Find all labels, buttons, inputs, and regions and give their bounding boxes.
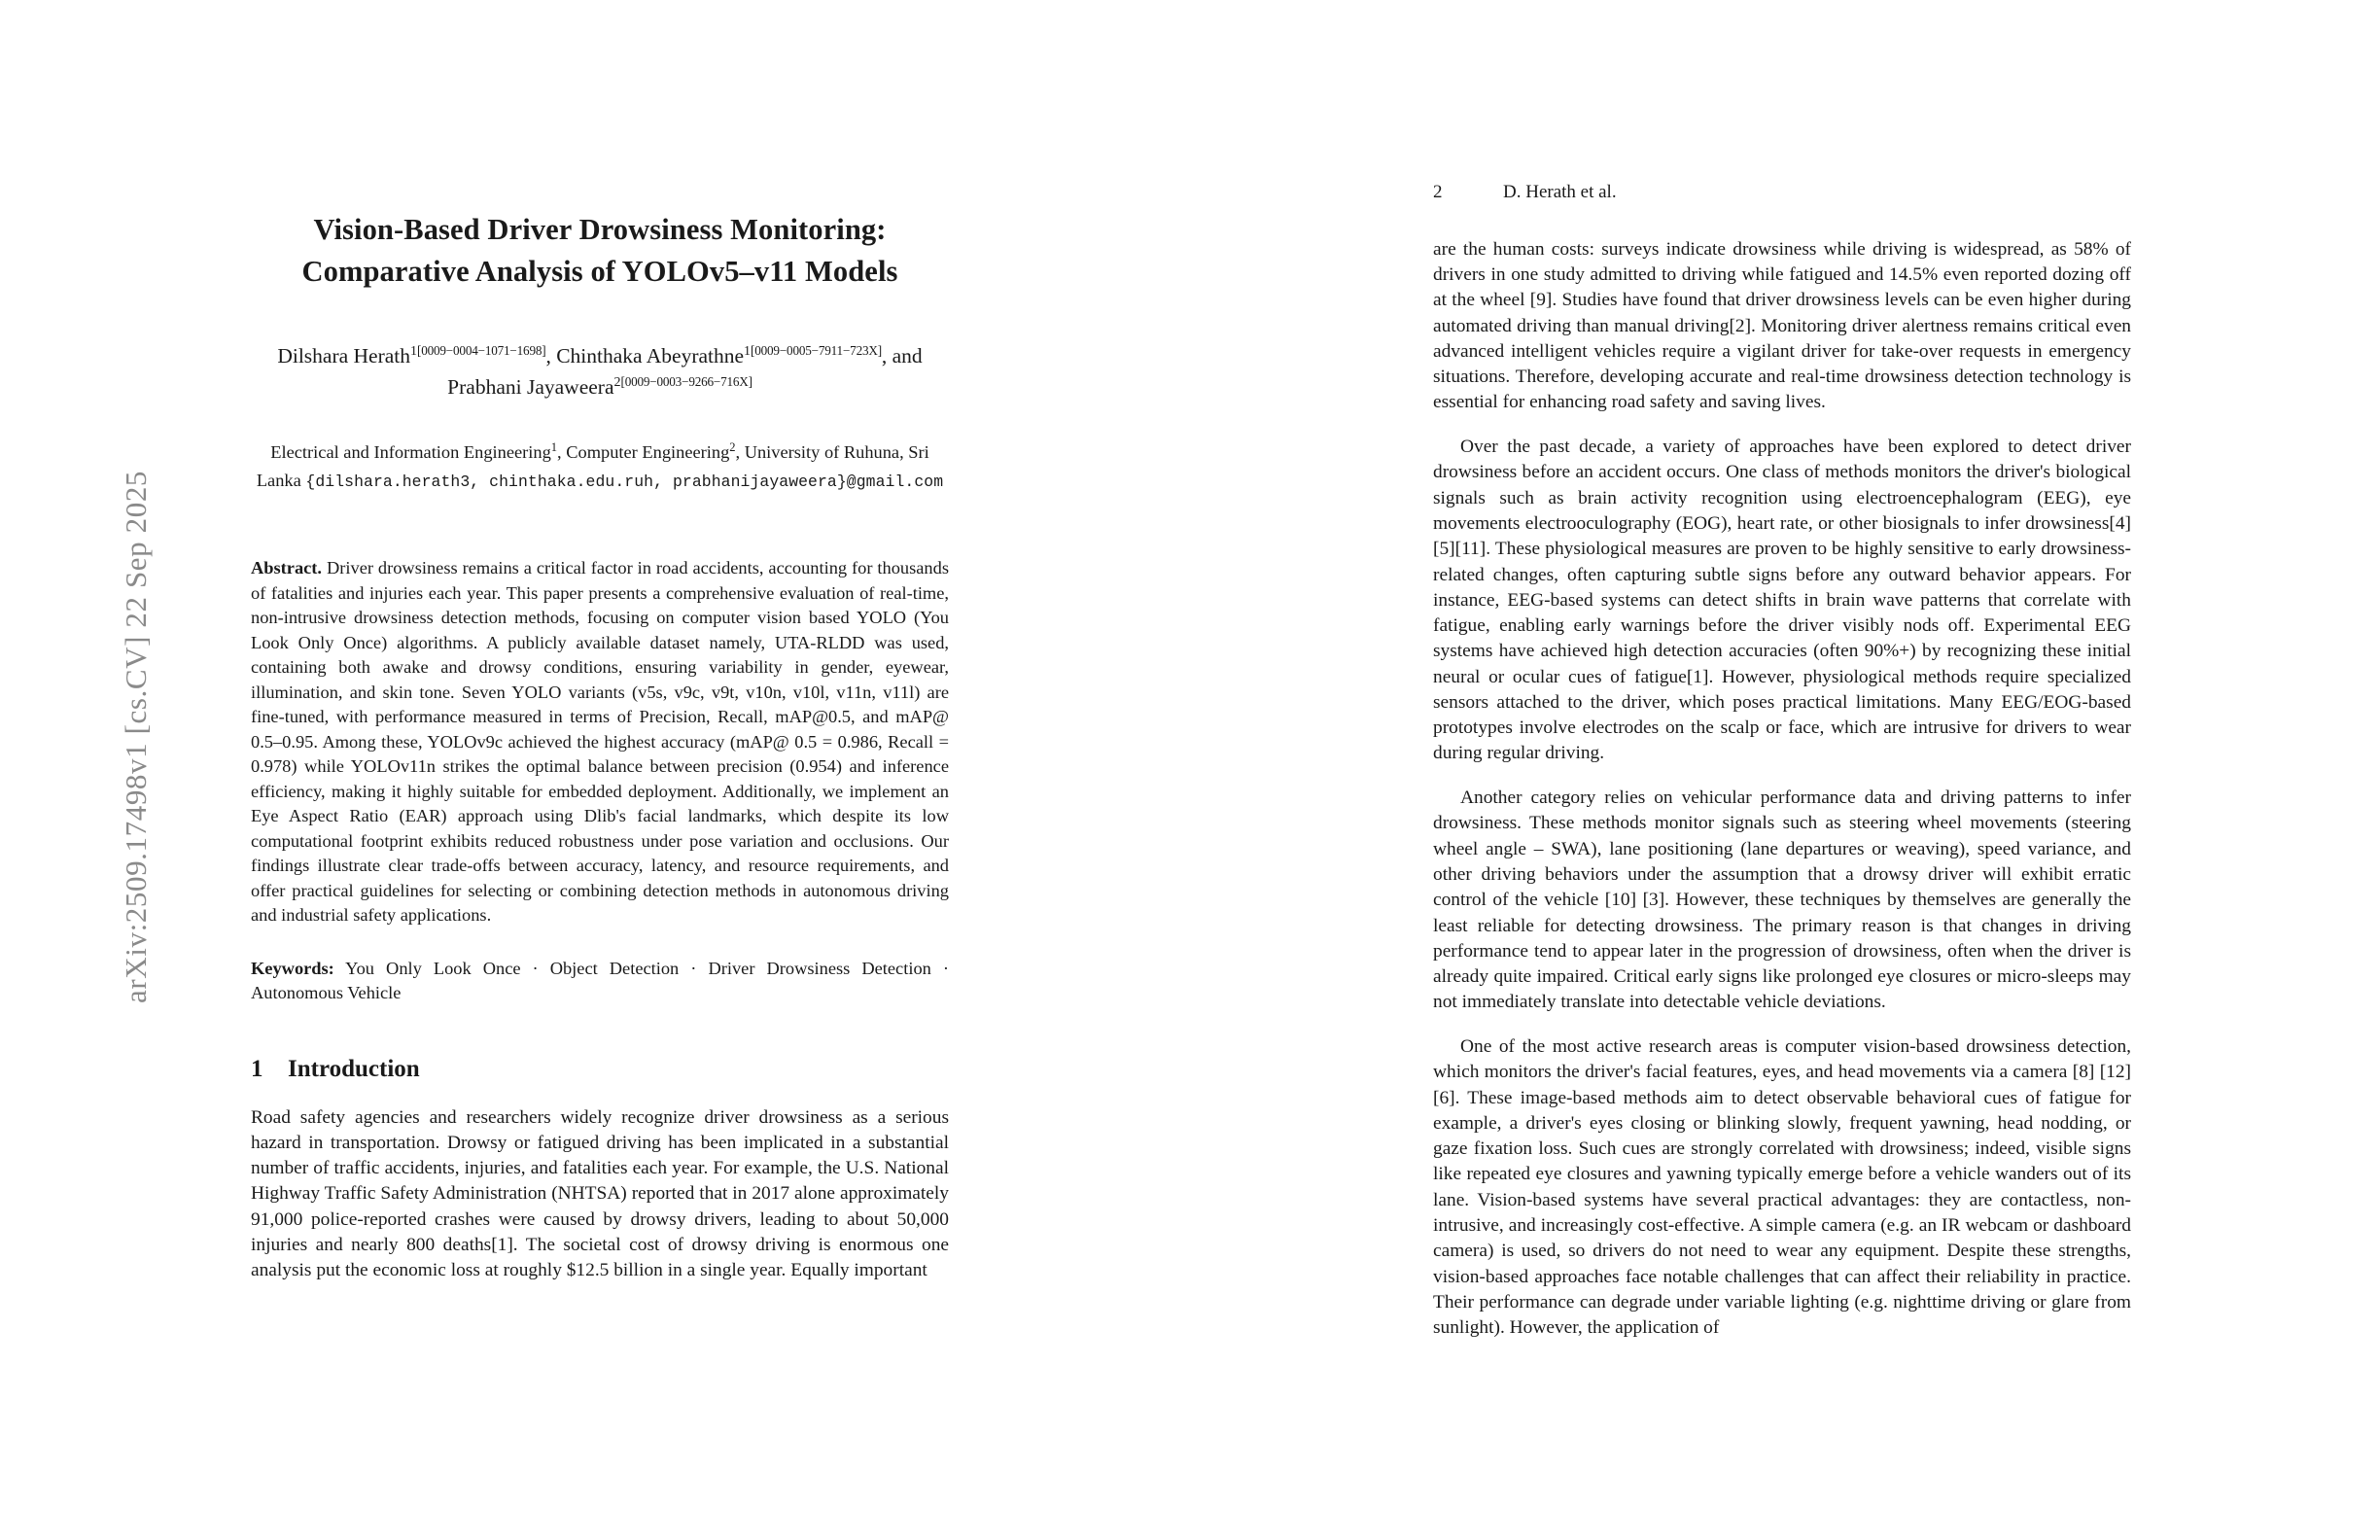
author-affil-marker-3: 2 bbox=[613, 375, 621, 391]
title-line-2: Comparative Analysis of YOLOv5–v11 Models bbox=[301, 255, 898, 289]
author-name-1: Dilshara Herath bbox=[277, 343, 411, 368]
author-name-3: Prabhani Jayaweera bbox=[447, 375, 614, 400]
affiliation-comma: , bbox=[557, 442, 567, 463]
author-separator-2: , and bbox=[881, 343, 923, 368]
introduction-paragraph-1: Road safety agencies and researchers widely recognize driver drowsiness as a serious hazard in transportation. Drowsy or fatigued driving has been implicated in a substantial number of traffic accidents, injuries, and fatalities each year. For example, the U.S. National Highway Traffic Safety Administration (NHTSA) reported that in 2017 alone approximately 91,000 police-reported crashes were caused by drowsy drivers, leading to about 50,000 injuries and nearly 800 deaths[1]. The societal cost of drowsy driving is enormous one analysis put the economic loss at roughly $12.5 billion in a single year. Equally important bbox=[251, 1106, 949, 1281]
author-name-2: Chinthaka Abeyrathne bbox=[556, 343, 745, 368]
body-paragraph-4: One of the most active research areas is computer vision-based drowsiness detection, which monitors the driver's facial features, eyes, and head movements via a camera [8] [12] [6]. These image-based methods aim to detect observable behavioral cues of fatigue for example, a driver's eyes closing or blinking slowly, frequent yawning, head nodding, or gaze fixation loss. Such cues are strongly correlated with drowsiness; indeed, visible signs like repeated eye closures and yawning typically emerge before a vehicle wanders out of its lane. Vision-based systems have several practical advantages: they are contactless, non-intrusive, and increasingly cost-effective. A simple camera (e.g. an IR webcam or dashboard camera) is used, so drivers do not need to wear any equipment. Despite these strengths, vision-based approaches face notable challenges that can affect their reliability in practice. Their performance can degrade under variable lighting (e.g. nighttime driving or glare from sunlight). However, the application of bbox=[1433, 1036, 2131, 1339]
arxiv-identifier-text: arXiv:2509.17498v1 [cs.CV] 22 Sep 2025 bbox=[119, 470, 153, 1004]
running-head-title: D. Herath et al. bbox=[1503, 182, 1617, 202]
author-affil-marker-1: 1 bbox=[410, 343, 418, 359]
running-head bbox=[1433, 180, 2131, 205]
affiliation-university: , University of Ruhuna, Sri Lanka bbox=[256, 442, 929, 490]
body-paragraph-2: Over the past decade, a variety of approaches have been explored to detect driver drowsiness before an accident occurs. One class of methods monitors the driver's biological signals such as brain activity recognition using electroencephalogram (EEG), eye movements electrooculography (EOG), heart rate, or other biosignals to infer drowsiness[4][5][11]. These physiological measures are proven to be highly sensitive to early drowsiness-related changes, often capturing subtle signs before any outward behavior appears. For instance, EEG-based systems can detect shifts in brain wave patterns that correlate with fatigue, enabling early warnings before the driver visibly nods off. Experimental EEG systems have achieved high detection accuracies (often 90%+) by recognizing these initial neural or ocular cues of fatigue[1]. However, physiological methods require specialized sensors attached to the driver, which poses practical limitations. Many EEG/EOG-based prototypes involve electrodes on the scalp or face, which are intrusive for drivers to wear during regular driving. bbox=[1433, 437, 2131, 764]
page-title bbox=[251, 209, 949, 294]
author-orcid-3: [0009−0003−9266−716X] bbox=[620, 374, 752, 390]
author-separator-1: , bbox=[545, 343, 557, 368]
author-list bbox=[251, 340, 949, 403]
affiliation-block bbox=[251, 438, 949, 495]
keywords-block bbox=[251, 957, 949, 1006]
affiliation-dept-1: Electrical and Information Engineering bbox=[270, 442, 551, 463]
section-number: 1 bbox=[251, 1055, 263, 1082]
author-orcid-2: [0009−0005−7911−723X] bbox=[751, 342, 882, 358]
abstract-label: Abstract. bbox=[251, 558, 323, 578]
body-paragraph-3: Another category relies on vehicular performance data and driving patterns to infer drowsiness. These methods monitor signals such as steering wheel movements (steering wheel angle – SWA), lane positioning (lane departures or weaving), speed variance, and other driving behaviors under the assumption that a drowsy driver will exhibit erratic control of the vehicle [10] [3]. However, these techniques by themselves are generally the least reliable for detecting drowsiness. The primary reason is that changes in driving performance tend to appear later in the progression of drowsiness, often when the driver is already quite impaired. Critical early signs like prolonged eye closures or micro-sleeps may not immediately translate into detectable vehicle deviations. bbox=[1433, 788, 2131, 1013]
section-title: Introduction bbox=[288, 1055, 420, 1082]
body-paragraph-1: are the human costs: surveys indicate drowsiness while driving is widespread, as 58% of drivers in one study admitted to driving while fatigued and 14.5% even reported dozing off at the wheel [9]. Studies have found that driver drowsiness levels can be even higher during automated driving than manual driving[2]. Monitoring driver alertness remains critical even advanced intelligent vehicles require a vigilant driver for take-over requests in emergency situations. Therefore, developing accurate and real-time drowsiness detection technology is essential for enhancing road safety and saving lives. bbox=[1433, 238, 2131, 413]
title-line-1: Vision-Based Driver Drowsiness Monitoring: bbox=[313, 213, 887, 246]
abstract-text: Driver drowsiness remains a critical factor in road accidents, accounting for thousands of fatalities and injuries each year. This paper presents a comprehensive evaluation of real-time, non-intrusive drowsiness detection methods, focusing on computer vision based YOLO (You Look Only Once) algorithms. A publicly available dataset namely, UTA-RLDD was used, containing both awake and drowsy conditions, ensuring variability in gender, eyewear, illumination, and skin tone. Seven YOLO variants (v5s, v9c, v9t, v10n, v10l, v11n, v11l) are fine-tuned, with performance measured in terms of Precision, Recall, mAP@0.5, and mAP@ 0.5–0.95. Among these, YOLOv9c achieved the highest accuracy (mAP@ 0.5 = 0.986, Recall = 0.978) while YOLOv11n strikes the optimal balance between precision (0.954) and inference efficiency, making it highly suitable for embedded deployment. Additionally, we implement an Eye Aspect Ratio (EAR) approach using Dlib's facial landmarks, which despite its low computational footprint exhibits reduced robustness under pose variation and occlusions. Our findings illustrate clear trade-offs between accuracy, latency, and resource requirements, and offer practical guidelines for selecting or combining detection methods in autonomous driving and industrial safety applications. bbox=[251, 558, 949, 926]
author-orcid-1: [0009−0004−1071−1698] bbox=[417, 342, 546, 358]
affiliation-marker-1: 1 bbox=[550, 439, 558, 454]
author-affil-marker-2: 1 bbox=[744, 343, 752, 359]
left-column bbox=[251, 0, 949, 1303]
keywords-text: You Only Look Once · Object Detection · Driver Drowsiness Detection · Autonomous Vehicle bbox=[251, 958, 949, 1003]
keywords-label: Keywords: bbox=[251, 958, 334, 978]
affiliation-marker-2: 2 bbox=[729, 439, 736, 454]
affiliation-dept-2: Computer Engineering bbox=[566, 442, 730, 463]
right-column bbox=[1433, 0, 2131, 1360]
section-heading-introduction bbox=[251, 1053, 949, 1086]
page-number: 2 bbox=[1433, 182, 1443, 202]
title-block bbox=[251, 209, 949, 294]
abstract-block bbox=[251, 556, 949, 928]
author-emails: {dilshara.herath3, chinthaka.edu.ruh, prabhanijayaweera}@gmail.com bbox=[305, 472, 944, 491]
